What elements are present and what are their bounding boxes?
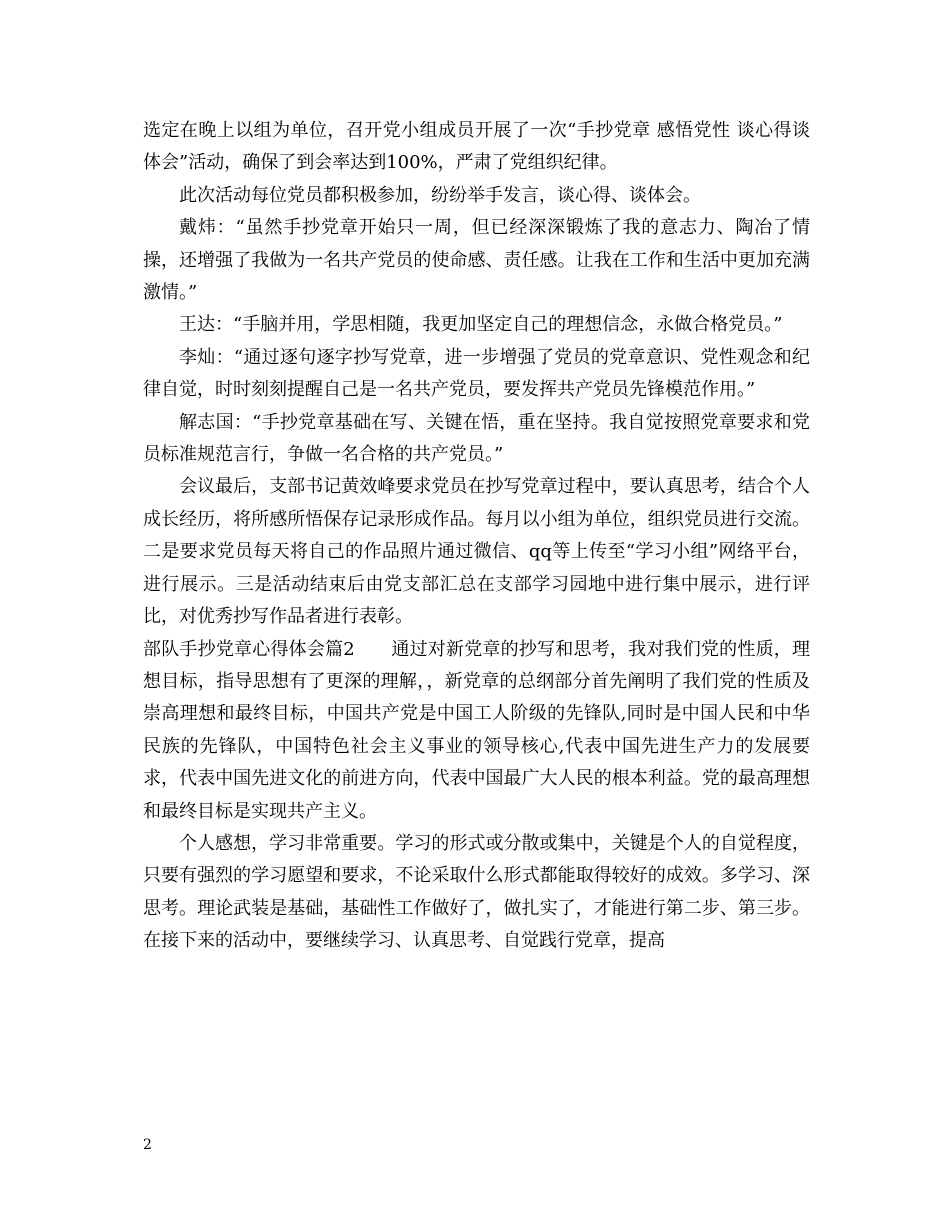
paragraph-2: 此次活动每位党员都积极参加，纷纷举手发言，谈心得、谈体会。 [179,184,701,206]
paragraph-1: 选定在晚上以组为单位，召开党小组成员开展了一次“手抄党章 感悟党性 谈心得谈体会”活动，确保了到会率达到100%，严肃了党组织纪律。 [143,120,810,174]
paragraph-6: 解志国：“手抄党章基础在写、关键在悟，重在坚持。我自觉按照党章要求和党员标准规范言行，争做一名合格的共产党员。” [143,411,810,466]
paragraph-5: 李灿：“通过逐句逐字抄写党章，进一步增强了党员的党章意识、党性观念和纪律自觉，时时刻刻提醒自己是一名共产党员，要发挥共产党员先锋模范作用。” [143,346,810,401]
paragraph-8: 部队手抄党章心得体会篇2 通过对新党章的抄写和思考，我对我们党的性质，理想目标，指导思想有了更深的理解，，新党章的总纲部分首先阐明了我们党的性质及崇高理想和最终目标，中国共产党是中国工人阶级的先锋队,同时是中国人民和中华民族的先锋队，中国特色社会主义事业的领导核心,代表中国先进生产力的发展要求，代表中国先进文化的前进方向，代表中国最广大人民的根本利益。党的最高理想和最终目标是实现共产主义。 [143,638,810,822]
paragraph-4: 王达：“手脑并用，学思相随，我更加坚定自己的理想信念，永做合格党员。” [179,314,783,336]
paragraph-3: 戴炜：“虽然手抄党章开始只一周，但已经深深锻炼了我的意志力、陶冶了情操，还增强了我做为一名共产党员的使命感、责任感。让我在工作和生活中更加充满激情。” [143,217,810,304]
paragraph-9: 个人感想，学习非常重要。学习的形式或分散或集中，关键是个人的自觉程度，只要有强烈的学习愿望和要求，不论采取什么形式都能取得较好的成效。多学习、深思考。理论武装是基础，基础性工作做好了，做扎实了，才能进行第二步、第三步。在接下来的活动中，要继续学习、认真思考、自觉践行党章，提高 [143,832,810,952]
paragraph-7: 会议最后，支部书记黄效峰要求党员在抄写党章过程中，要认真思考，结合个人成长经历，将所感所悟保存记录形成作品。每月以小组为单位，组织党员进行交流。二是要求党员每天将自己的作品照片通过微信、qq等上传至“学习小组”网络平台，进行展示。三是活动结束后由党支部汇总在支部学习园地中进行集中展示，进行评比，对优秀抄写作品者进行表彰。 [143,476,810,628]
document-body [143,115,810,958]
page-number: 2 [143,1137,152,1153]
